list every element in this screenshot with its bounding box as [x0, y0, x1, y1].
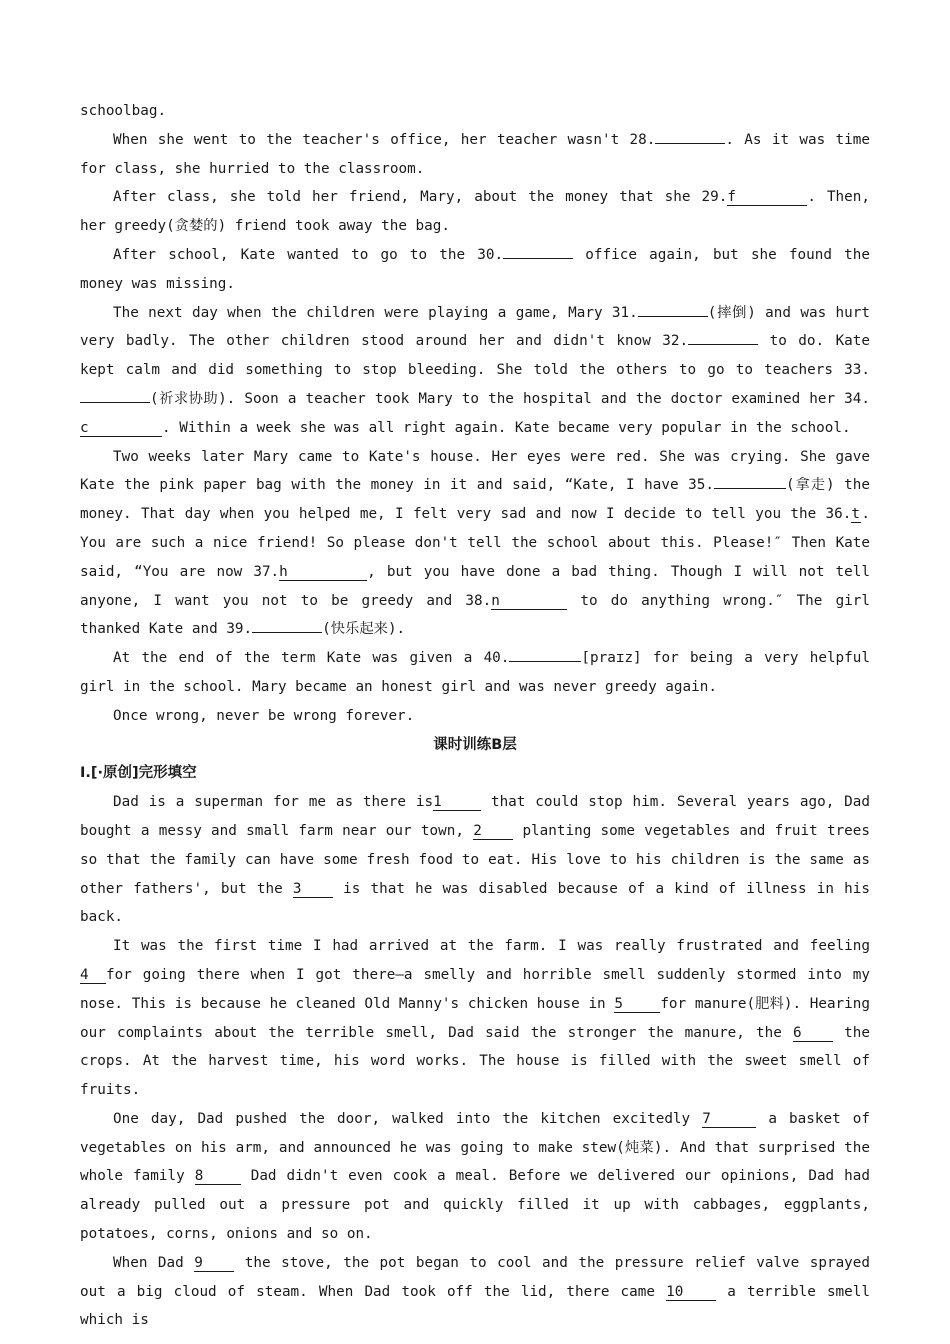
blank-38[interactable]: n: [491, 593, 567, 610]
paragraph-28: When she went to the teacher's office, her teacher wasn't 28. . As it was time for class, she hurried to the classroom.: [80, 131, 870, 177]
paragraph-35-39: Two weeks later Mary came to Kate's house. Her eyes were red. She was crying. She gave Kate the pink paper bag with the money in it and said, “Kate, I have 35. (拿走) the money. That day when you helped me, I felt very sad and now I decide to tell you the 36.t. You are such a nice friend! So please don't tell the school about this. Please!″ Then Kate said, “You are now 37.h , but you have done a bad thing. Though I will not tell anyone, I want you not to be greedy and 38.n to do anything wrong.″ The girl thanked Kate and 39. (快乐起来).: [80, 448, 870, 638]
blank-37[interactable]: h: [279, 564, 367, 581]
paragraph-30: After school, Kate wanted to go to the 30. office again, but she found the money was missing.: [80, 246, 870, 292]
blank-b1[interactable]: 1: [433, 794, 481, 811]
blank-b5[interactable]: 5: [614, 996, 660, 1013]
blank-b10[interactable]: 10: [666, 1284, 716, 1301]
blank-b2[interactable]: 2: [473, 823, 513, 840]
blank-36[interactable]: t: [851, 506, 860, 523]
paragraph-closing: Once wrong, never be wrong forever.: [113, 707, 415, 724]
paragraph-b4: When Dad 9 the stove, the pot began to cool and the pressure relief valve sprayed out a big cloud of steam. When Dad took off the lid, there came 10 a terrible smell which is: [80, 1254, 870, 1329]
part-title: Ⅰ.[·原创]完形填空: [80, 765, 197, 782]
blank-32[interactable]: [688, 344, 758, 345]
blank-b6[interactable]: 6: [793, 1025, 833, 1042]
blank-33[interactable]: [80, 402, 150, 403]
paragraph-schoolbag: schoolbag.: [80, 103, 167, 119]
paragraph-40: At the end of the term Kate was given a 40. [praɪz] for being a very helpful girl in the school. Mary became an honest girl and was never greedy again.: [80, 650, 870, 695]
blank-31[interactable]: [638, 316, 708, 317]
worksheet-page: [80, 97, 870, 1335]
blank-39[interactable]: [252, 632, 322, 633]
blank-29[interactable]: f: [727, 189, 807, 206]
blank-40[interactable]: [509, 661, 581, 662]
blank-b3[interactable]: 3: [293, 881, 333, 898]
blank-b8[interactable]: 8: [195, 1168, 241, 1185]
blank-34[interactable]: c: [80, 420, 162, 437]
section-title: 课时训练B层: [433, 736, 517, 753]
paragraph-31-34: The next day when the children were playing a game, Mary 31. (摔倒) and was hurt very badly. The other children stood around her and didn't know 32. to do. Kate kept calm and did something to stop bleeding. She told the others to go to teachers 33.(祈求协助). Soon a teacher took Mary to the hospital and the doctor examined her 34.c . Within a week she was all right again. Kate became very popular in the school.: [80, 304, 871, 436]
paragraph-b3: One day, Dad pushed the door, walked into the kitchen excitedly 7 a basket of vegetables on his arm, and announced he was going to make stew(炖菜). And that surprised the whole family 8 Dad didn't even cook a meal. Before we delivered our opinions, Dad had already pulled out a pressure pot and quickly filled it up with cabbages, eggplants, potatoes, corns, onions and so on.: [80, 1110, 870, 1243]
blank-b4[interactable]: 4: [80, 967, 106, 984]
blank-30[interactable]: [503, 258, 573, 259]
blank-35[interactable]: [714, 488, 786, 489]
blank-b7[interactable]: 7: [702, 1111, 756, 1128]
blank-b9[interactable]: 9: [194, 1255, 234, 1272]
paragraph-b2: It was the first time I had arrived at the farm. I was really frustrated and feeling 4 for going there when I got there—a smelly and horrible smell suddenly stormed into my nose. This is because he cleaned Old Manny's chicken house in 5 for manure(肥料). Hearing our complaints about the terrible smell, Dad said the stronger the manure, the 6 the crops. At the harvest time, his word works. The house is filled with the sweet smell of fruits.: [80, 938, 870, 1099]
paragraph-b1: Dad is a superman for me as there is1 that could stop him. Several years ago, Dad bought a messy and small farm near our town, 2 planting some vegetables and fruit trees so that the family can have some fresh food to eat. His love to his children is the same as other fathers', but the 3 is that he was disabled because of a kind of illness in his back.: [80, 794, 871, 926]
paragraph-29: After class, she told her friend, Mary, about the money that she 29.f . Then, her greedy(贪婪的) friend took away the bag.: [80, 189, 870, 235]
blank-28[interactable]: [655, 143, 725, 144]
